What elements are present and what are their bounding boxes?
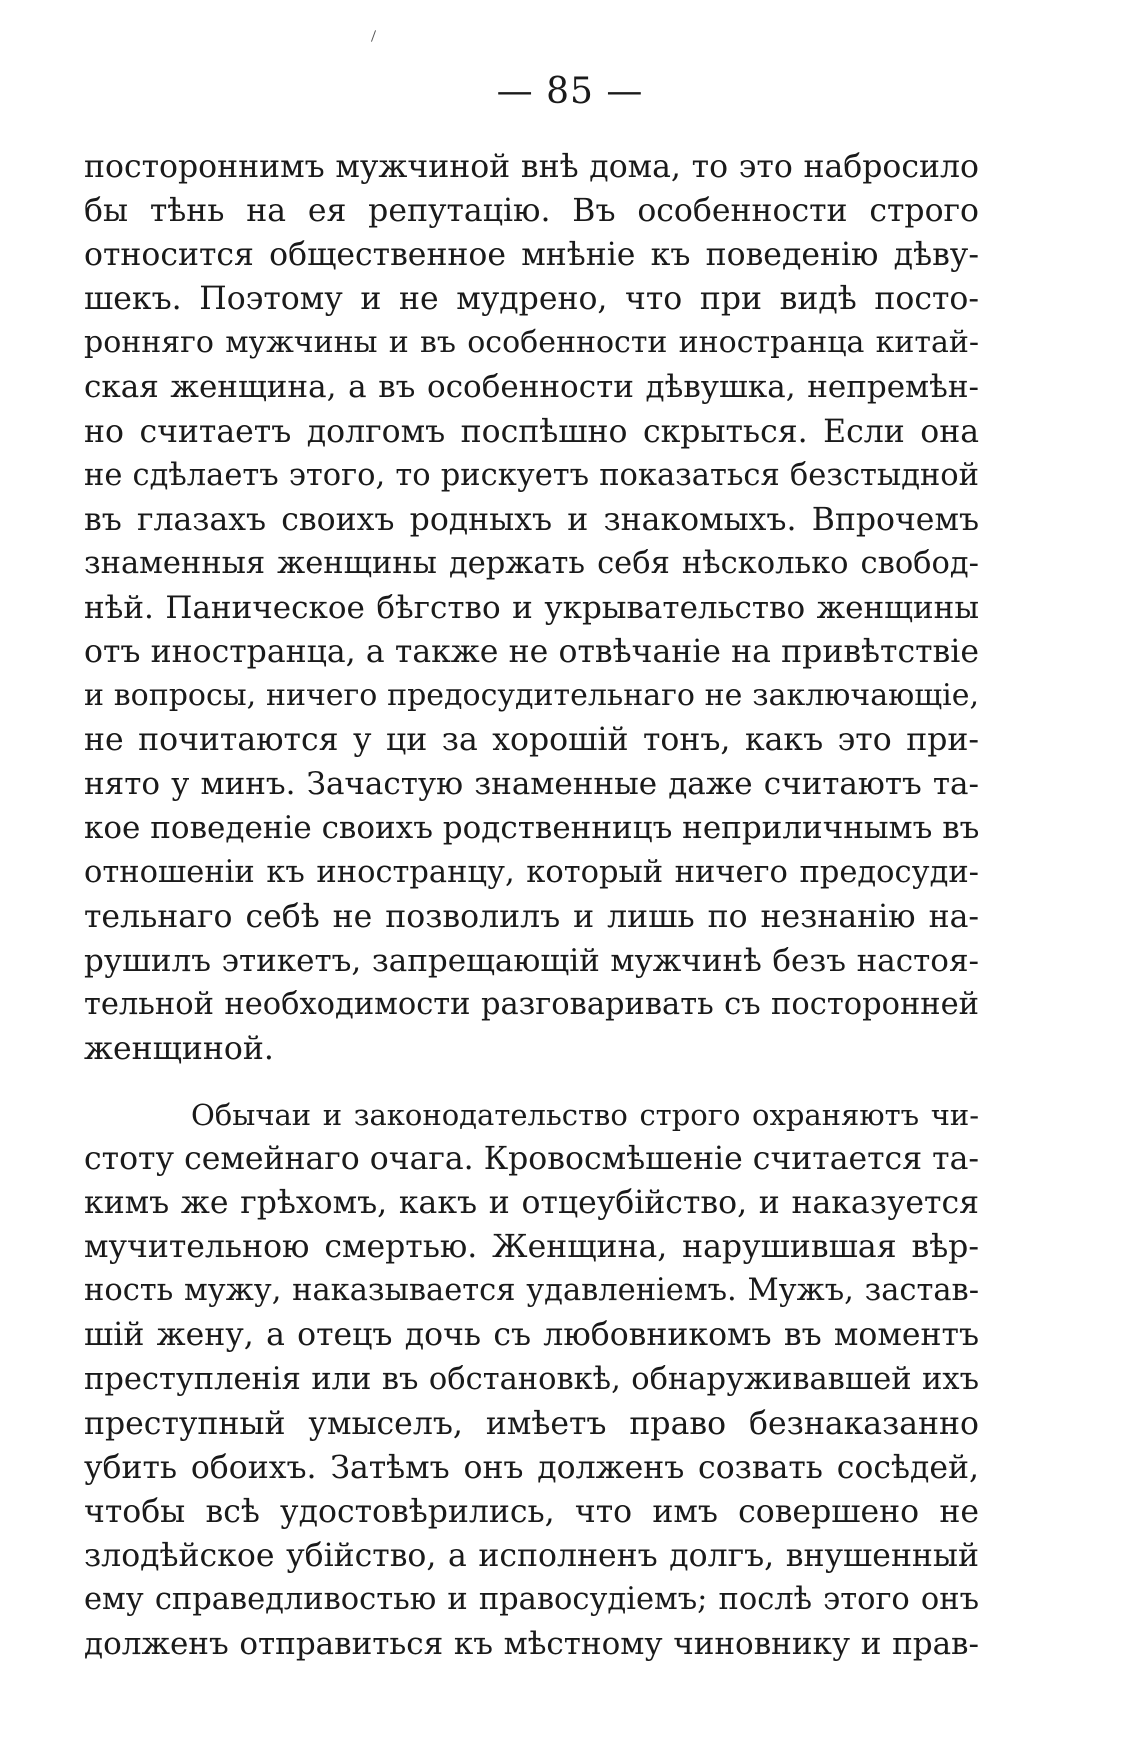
text-line: бы тѣнь на ея репутацію. Въ особенности строго (84, 193, 979, 230)
text-line: ронняго мужчины и въ особенности иностранца китай- (84, 325, 979, 361)
text-line: и вопросы, ничего предосудительнаго не заключающіе, (84, 678, 979, 714)
text-line: но считаетъ долгомъ поспѣшно скрыться. Если она (84, 413, 979, 450)
text-line: относится общественное мнѣніе къ поведенію дѣву- (84, 237, 979, 274)
text-line: кимъ же грѣхомъ, какъ и отцеубійство, и наказуется (84, 1185, 979, 1222)
text-line: злодѣйское убійство, а исполненъ долгъ, внушенный (84, 1537, 979, 1574)
text-line: Обычаи и законодательство строго охраняютъ чи- (191, 1097, 979, 1132)
paragraph-1 (84, 145, 979, 1071)
text-line: ность мужу, наказывается удавленіемъ. Мужъ, застав- (84, 1273, 979, 1309)
paragraph-spacer (84, 1071, 979, 1093)
text-line: шекъ. Поэтому и не мудрено, что при видѣ посто- (84, 281, 979, 318)
text-column (84, 145, 979, 1666)
text-line: не сдѣлаетъ этого, то рискуетъ показаться безстыдной (84, 457, 979, 493)
text-line: чтобы всѣ удостовѣрились, что имъ совершено не (84, 1493, 979, 1530)
text-line: въ глазахъ своихъ родныхъ и знакомыхъ. Впрочемъ (84, 501, 979, 538)
text-line: женщиной. (84, 1030, 274, 1067)
paragraph-2 (84, 1093, 979, 1666)
text-line: рушилъ этикетъ, запрещающій мужчинѣ безъ настоя- (84, 942, 979, 979)
text-line: ская женщина, а въ особенности дѣвушка, непремѣн- (84, 369, 979, 406)
text-line: знаменныя женщины держать себя нѣсколько свобод- (84, 545, 979, 581)
text-line: нѣй. Паническое бѣгство и укрывательство женщины (84, 589, 979, 626)
text-line: отношеніи къ иностранцу, который ничего предосуди- (84, 854, 979, 890)
text-line: постороннимъ мужчиной внѣ дома, то это набросило (84, 149, 979, 185)
stray-ink-mark (371, 30, 376, 42)
page-number: — 85 — (496, 71, 644, 112)
text-line: преступленія или въ обстановкѣ, обнаруживавшей ихъ (84, 1361, 979, 1397)
text-line: кое поведеніе своихъ родственницъ неприличнымъ въ (84, 810, 979, 847)
text-line: преступный умыселъ, имѣетъ право безнаказанно (84, 1405, 979, 1442)
text-line: нято у минъ. Зачастую знаменные даже считаютъ та- (84, 766, 979, 803)
text-line: тельнаго себѣ не позволилъ и лишь по незнанію на- (84, 898, 979, 935)
text-line: тельной необходимости разговаривать съ посторонней (84, 986, 979, 1022)
text-line: стоту семейнаго очага. Кровосмѣшеніе считается та- (84, 1141, 979, 1178)
text-line: долженъ отправиться къ мѣстному чиновнику и прав- (84, 1626, 979, 1663)
text-line: убить обоихъ. Затѣмъ онъ долженъ созвать сосѣдей, (84, 1449, 979, 1486)
text-line: отъ иностранца, а также не отвѣчаніе на привѣтствіе (84, 634, 979, 671)
text-line: шій жену, а отецъ дочь съ любовникомъ въ моментъ (84, 1317, 979, 1354)
text-line: не почитаются у ци за хорошій тонъ, какъ это при- (84, 722, 979, 759)
text-line: ему справедливостью и правосудіемъ; послѣ этого онъ (84, 1582, 979, 1617)
text-line: мучительною смертью. Женщина, нарушившая вѣр- (84, 1229, 979, 1266)
